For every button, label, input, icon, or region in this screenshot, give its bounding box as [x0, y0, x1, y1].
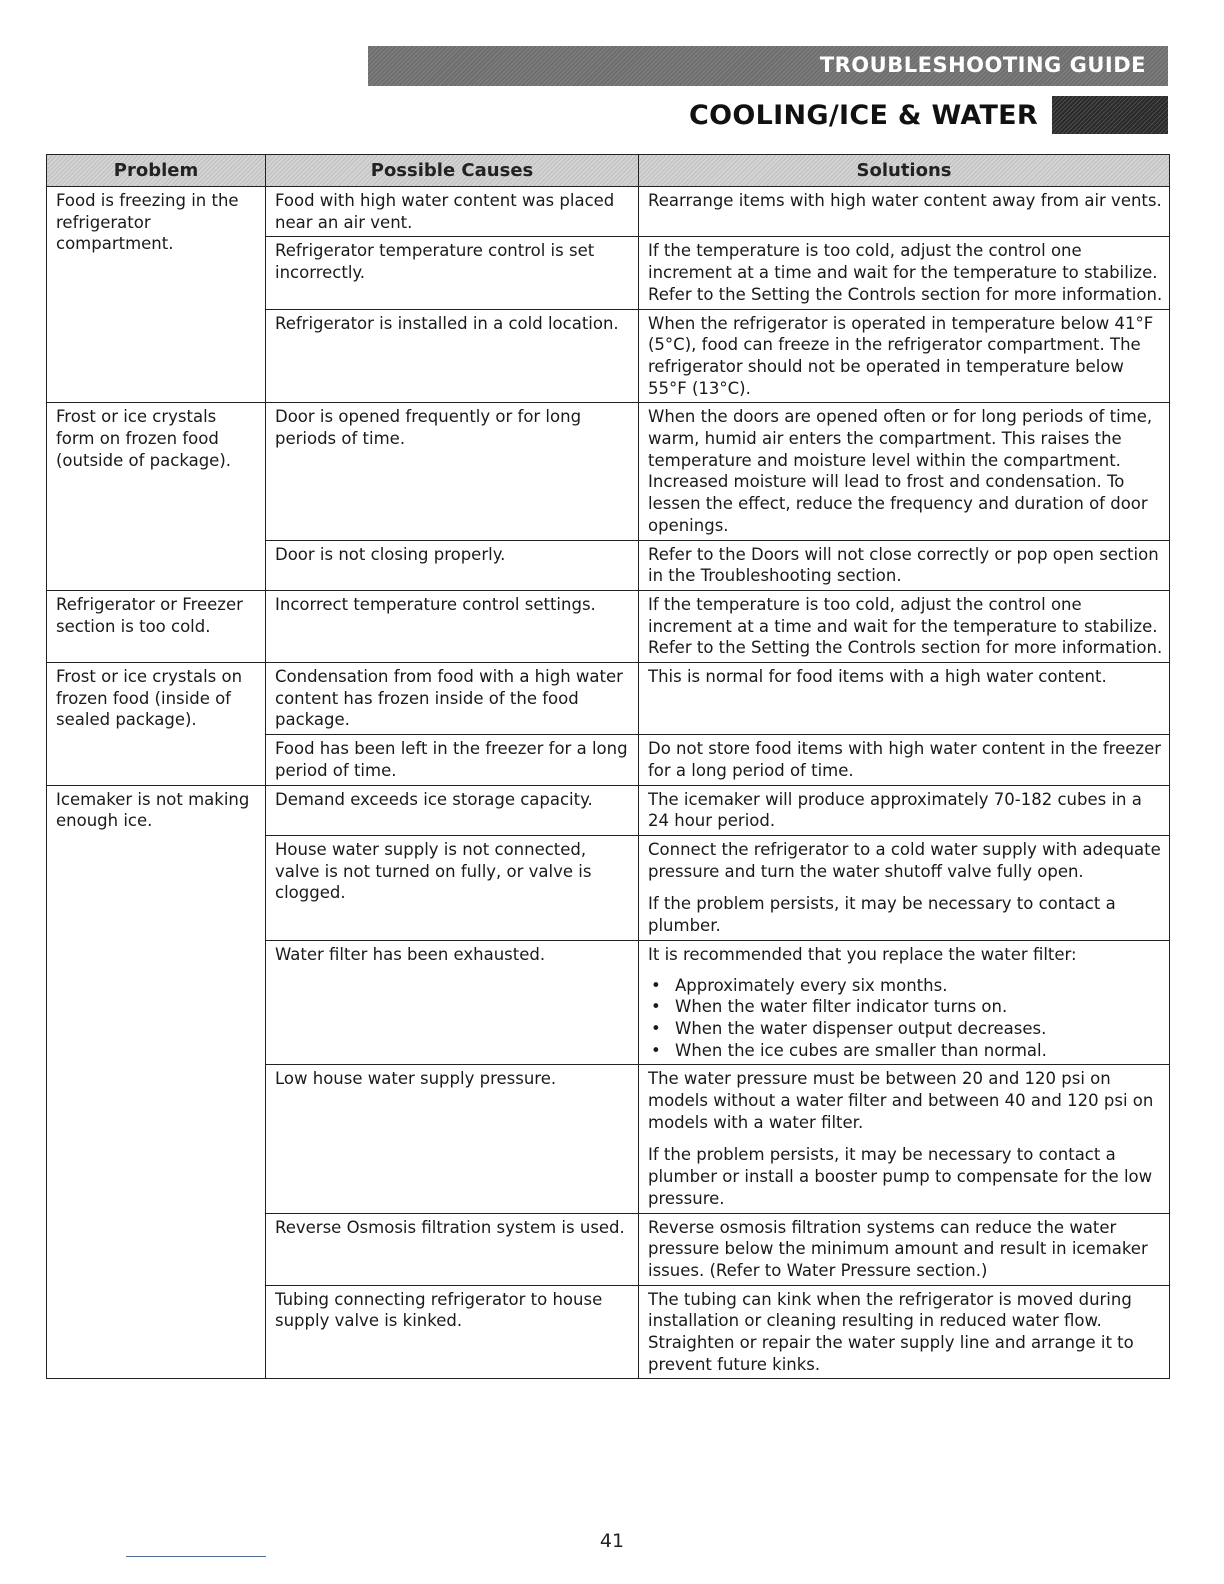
solution-cell — [639, 735, 1170, 785]
table-row — [47, 663, 1170, 735]
section-title: COOLING/ICE & WATER — [689, 100, 1038, 131]
cause-cell: Refrigerator temperature control is set incorrectly. — [266, 237, 639, 309]
solution-cell — [639, 403, 1170, 540]
solution-cell — [639, 187, 1170, 237]
list-item: • When the water dispenser output decreases. — [648, 1018, 1163, 1040]
cause-cell: Tubing connecting refrigerator to house supply valve is kinked. — [266, 1285, 639, 1379]
column-header-causes: Possible Causes — [266, 155, 639, 187]
cause-cell: House water supply is not connected, valve is not turned on fully, or valve is clogged. — [266, 835, 639, 940]
list-item: • When the water filter indicator turns on. — [648, 996, 1163, 1018]
troubleshooting-table — [46, 154, 1170, 1379]
solution-cell — [639, 785, 1170, 835]
solution-bullet-list — [648, 975, 1163, 1062]
table-body — [47, 187, 1170, 1379]
page-number: 41 — [599, 1530, 625, 1552]
table-row — [47, 187, 1170, 237]
cause-cell: Reverse Osmosis filtration system is used. — [266, 1213, 639, 1285]
cause-cell: Incorrect temperature control settings. — [266, 590, 639, 662]
solution-cell — [639, 1285, 1170, 1379]
cause-cell: Door is not closing properly. — [266, 540, 639, 590]
section-marker-block — [1052, 96, 1168, 134]
solution-cell — [639, 309, 1170, 403]
solution-paragraph: Do not store food items with high water content in the freezer for a long period of time. — [648, 739, 1162, 780]
list-item: • When the ice cubes are smaller than normal. — [648, 1040, 1163, 1062]
solution-paragraph: This is normal for food items with a high water content. — [648, 667, 1107, 687]
solution-cell — [639, 835, 1170, 940]
cause-cell: Water filter has been exhausted. — [266, 940, 639, 1065]
solution-cell — [639, 540, 1170, 590]
problem-cell: Icemaker is not making enough ice. — [47, 785, 266, 1379]
solution-paragraph: The water pressure must be between 20 and 120 psi on models without a water filter and between 40 and 120 psi on models with a water filter. — [648, 1069, 1154, 1132]
problem-cell: Food is freezing in the refrigerator compartment. — [47, 187, 266, 403]
solution-paragraph: When the refrigerator is operated in temperature below 41°F (5°C), food can freeze in the refrigerator compartment. The refrigerator should not be operated in temperature below 55°F (13°C). — [648, 313, 1154, 398]
solution-paragraph: It is recommended that you replace the water filter: — [648, 944, 1077, 964]
cause-cell: Condensation from food with a high water content has frozen inside of the food package. — [266, 663, 639, 735]
solution-cell — [639, 940, 1170, 1065]
column-header-problem: Problem — [47, 155, 266, 187]
solution-paragraph: If the problem persists, it may be necessary to contact a plumber. — [648, 894, 1116, 936]
footer-rule — [126, 1556, 266, 1557]
solution-paragraph: The icemaker will produce approximately 70-182 cubes in a 24 hour period. — [648, 789, 1142, 831]
solution-paragraph: If the temperature is too cold, adjust the control one increment at a time and wait for the temperature to stabilize. Refer to the Setting the Controls section for more information. — [648, 594, 1163, 658]
solution-cell — [639, 1065, 1170, 1213]
column-header-solutions: Solutions — [639, 155, 1170, 187]
solution-cell — [639, 663, 1170, 735]
problem-cell: Refrigerator or Freezer section is too cold. — [47, 590, 266, 662]
solution-cell — [639, 590, 1170, 662]
list-item: • Approximately every six months. — [648, 975, 1163, 997]
solution-cell — [639, 1213, 1170, 1285]
solution-paragraph: When the doors are opened often or for long periods of time, warm, humid air enters the compartment. This raises the temperature and moisture level within the compartment. Increased moisture will lead to frost and condensation. To lessen the effect, reduce the frequency and duration of door openings. — [648, 407, 1153, 535]
table-row — [47, 403, 1170, 540]
cause-cell: Demand exceeds ice storage capacity. — [266, 785, 639, 835]
solution-paragraph: The tubing can kink when the refrigerator is moved during installation or cleaning resulting in reduced water flow. Straighten or repair the water supply line and arrange it to prevent future kinks. — [648, 1289, 1134, 1374]
solution-cell — [639, 237, 1170, 309]
solution-paragraph: If the temperature is too cold, adjust the control one increment at a time and wait for the temperature to stabilize. Refer to the Setting the Controls section for more information. — [648, 241, 1163, 304]
problem-cell: Frost or ice crystals form on frozen food (outside of package). — [47, 403, 266, 591]
solution-paragraph: Refer to the Doors will not close correctly or pop open section in the Troubleshooting section. — [648, 544, 1159, 586]
solution-paragraph: Rearrange items with high water content away from air vents. — [648, 191, 1162, 210]
cause-cell: Door is opened frequently or for long periods of time. — [266, 403, 639, 540]
cause-cell: Refrigerator is installed in a cold location. — [266, 309, 639, 403]
table-header-row — [47, 155, 1170, 187]
solution-paragraph: If the problem persists, it may be necessary to contact a plumber or install a booster pump to compensate for the low pressure. — [648, 1145, 1153, 1208]
solution-paragraph: Reverse osmosis filtration systems can reduce the water pressure below the minimum amount and result in icemaker issues. (Refer to Water Pressure section.) — [648, 1217, 1148, 1280]
table-row — [47, 590, 1170, 662]
banner-title: TROUBLESHOOTING GUIDE — [819, 53, 1146, 77]
cause-cell: Food with high water content was placed near an air vent. — [266, 187, 639, 237]
table-row — [47, 785, 1170, 835]
cause-cell: Food has been left in the freezer for a long period of time. — [266, 735, 639, 785]
problem-cell: Frost or ice crystals on frozen food (inside of sealed package). — [47, 663, 266, 786]
header-banner — [368, 46, 1168, 86]
solution-paragraph: Connect the refrigerator to a cold water supply with adequate pressure and turn the water shutoff valve fully open. — [648, 839, 1161, 881]
cause-cell: Low house water supply pressure. — [266, 1065, 639, 1213]
